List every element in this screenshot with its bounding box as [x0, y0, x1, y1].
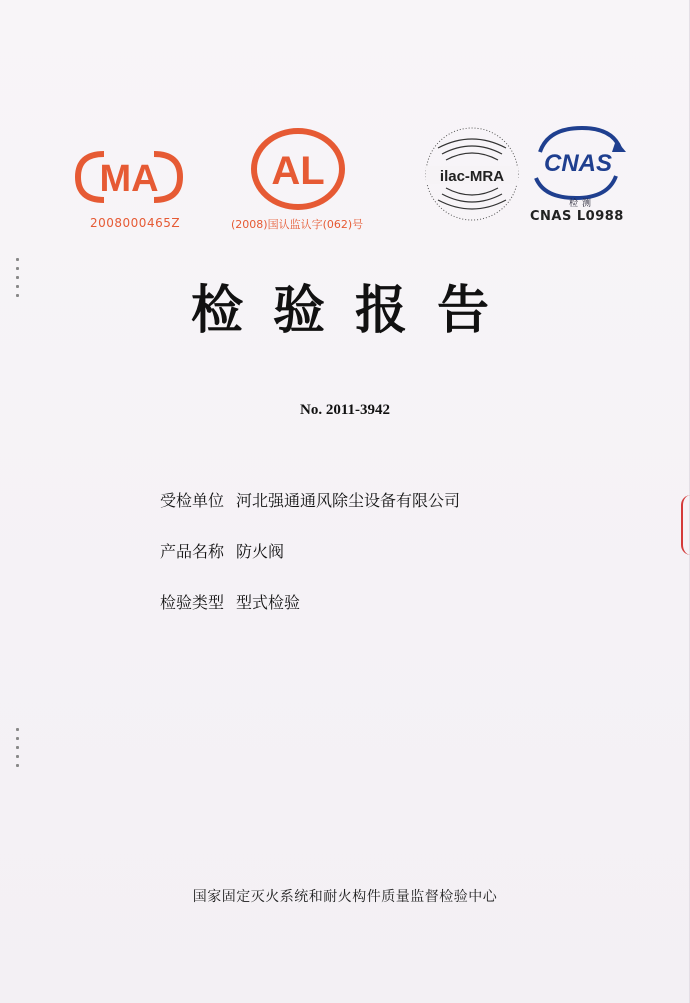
cma-logo: [74, 146, 184, 208]
cnas-accreditation-number: CNAS L0988: [530, 209, 624, 224]
cal-certificate-number: (2008)国认监认字(062)号: [231, 218, 364, 231]
red-seal-edge: [681, 495, 690, 555]
field-product-name: [160, 539, 284, 562]
cnas-logo: [526, 122, 630, 206]
cnas-subtitle: 检测: [569, 199, 596, 209]
report-title: 检验报告: [190, 281, 519, 341]
report-number: No. 2011-3942: [300, 402, 390, 418]
svg-text:MA: MA: [99, 158, 159, 200]
issuing-organization: 国家固定灭火系统和耐火构件质量监督检验中心: [192, 889, 498, 905]
cal-logo: [250, 128, 346, 210]
field-value: 型式检验: [236, 593, 301, 612]
staple-mark-bottom: [16, 722, 22, 773]
field-label: 产品名称: [160, 542, 225, 561]
field-label: 受检单位: [160, 491, 225, 510]
svg-text:ilac-MRA: ilac-MRA: [439, 168, 505, 185]
svg-text:CNAS: CNAS: [543, 150, 613, 177]
field-value: 河北强通通风除尘设备有限公司: [236, 491, 461, 510]
field-inspected-unit: [160, 488, 460, 511]
cma-certificate-number: 2008000465Z: [90, 216, 181, 230]
field-label: 检验类型: [160, 593, 225, 612]
field-value: 防火阀: [236, 542, 285, 561]
ilac-mra-logo: [420, 124, 524, 224]
svg-text:AL: AL: [271, 149, 325, 193]
field-inspection-type: [160, 590, 300, 613]
